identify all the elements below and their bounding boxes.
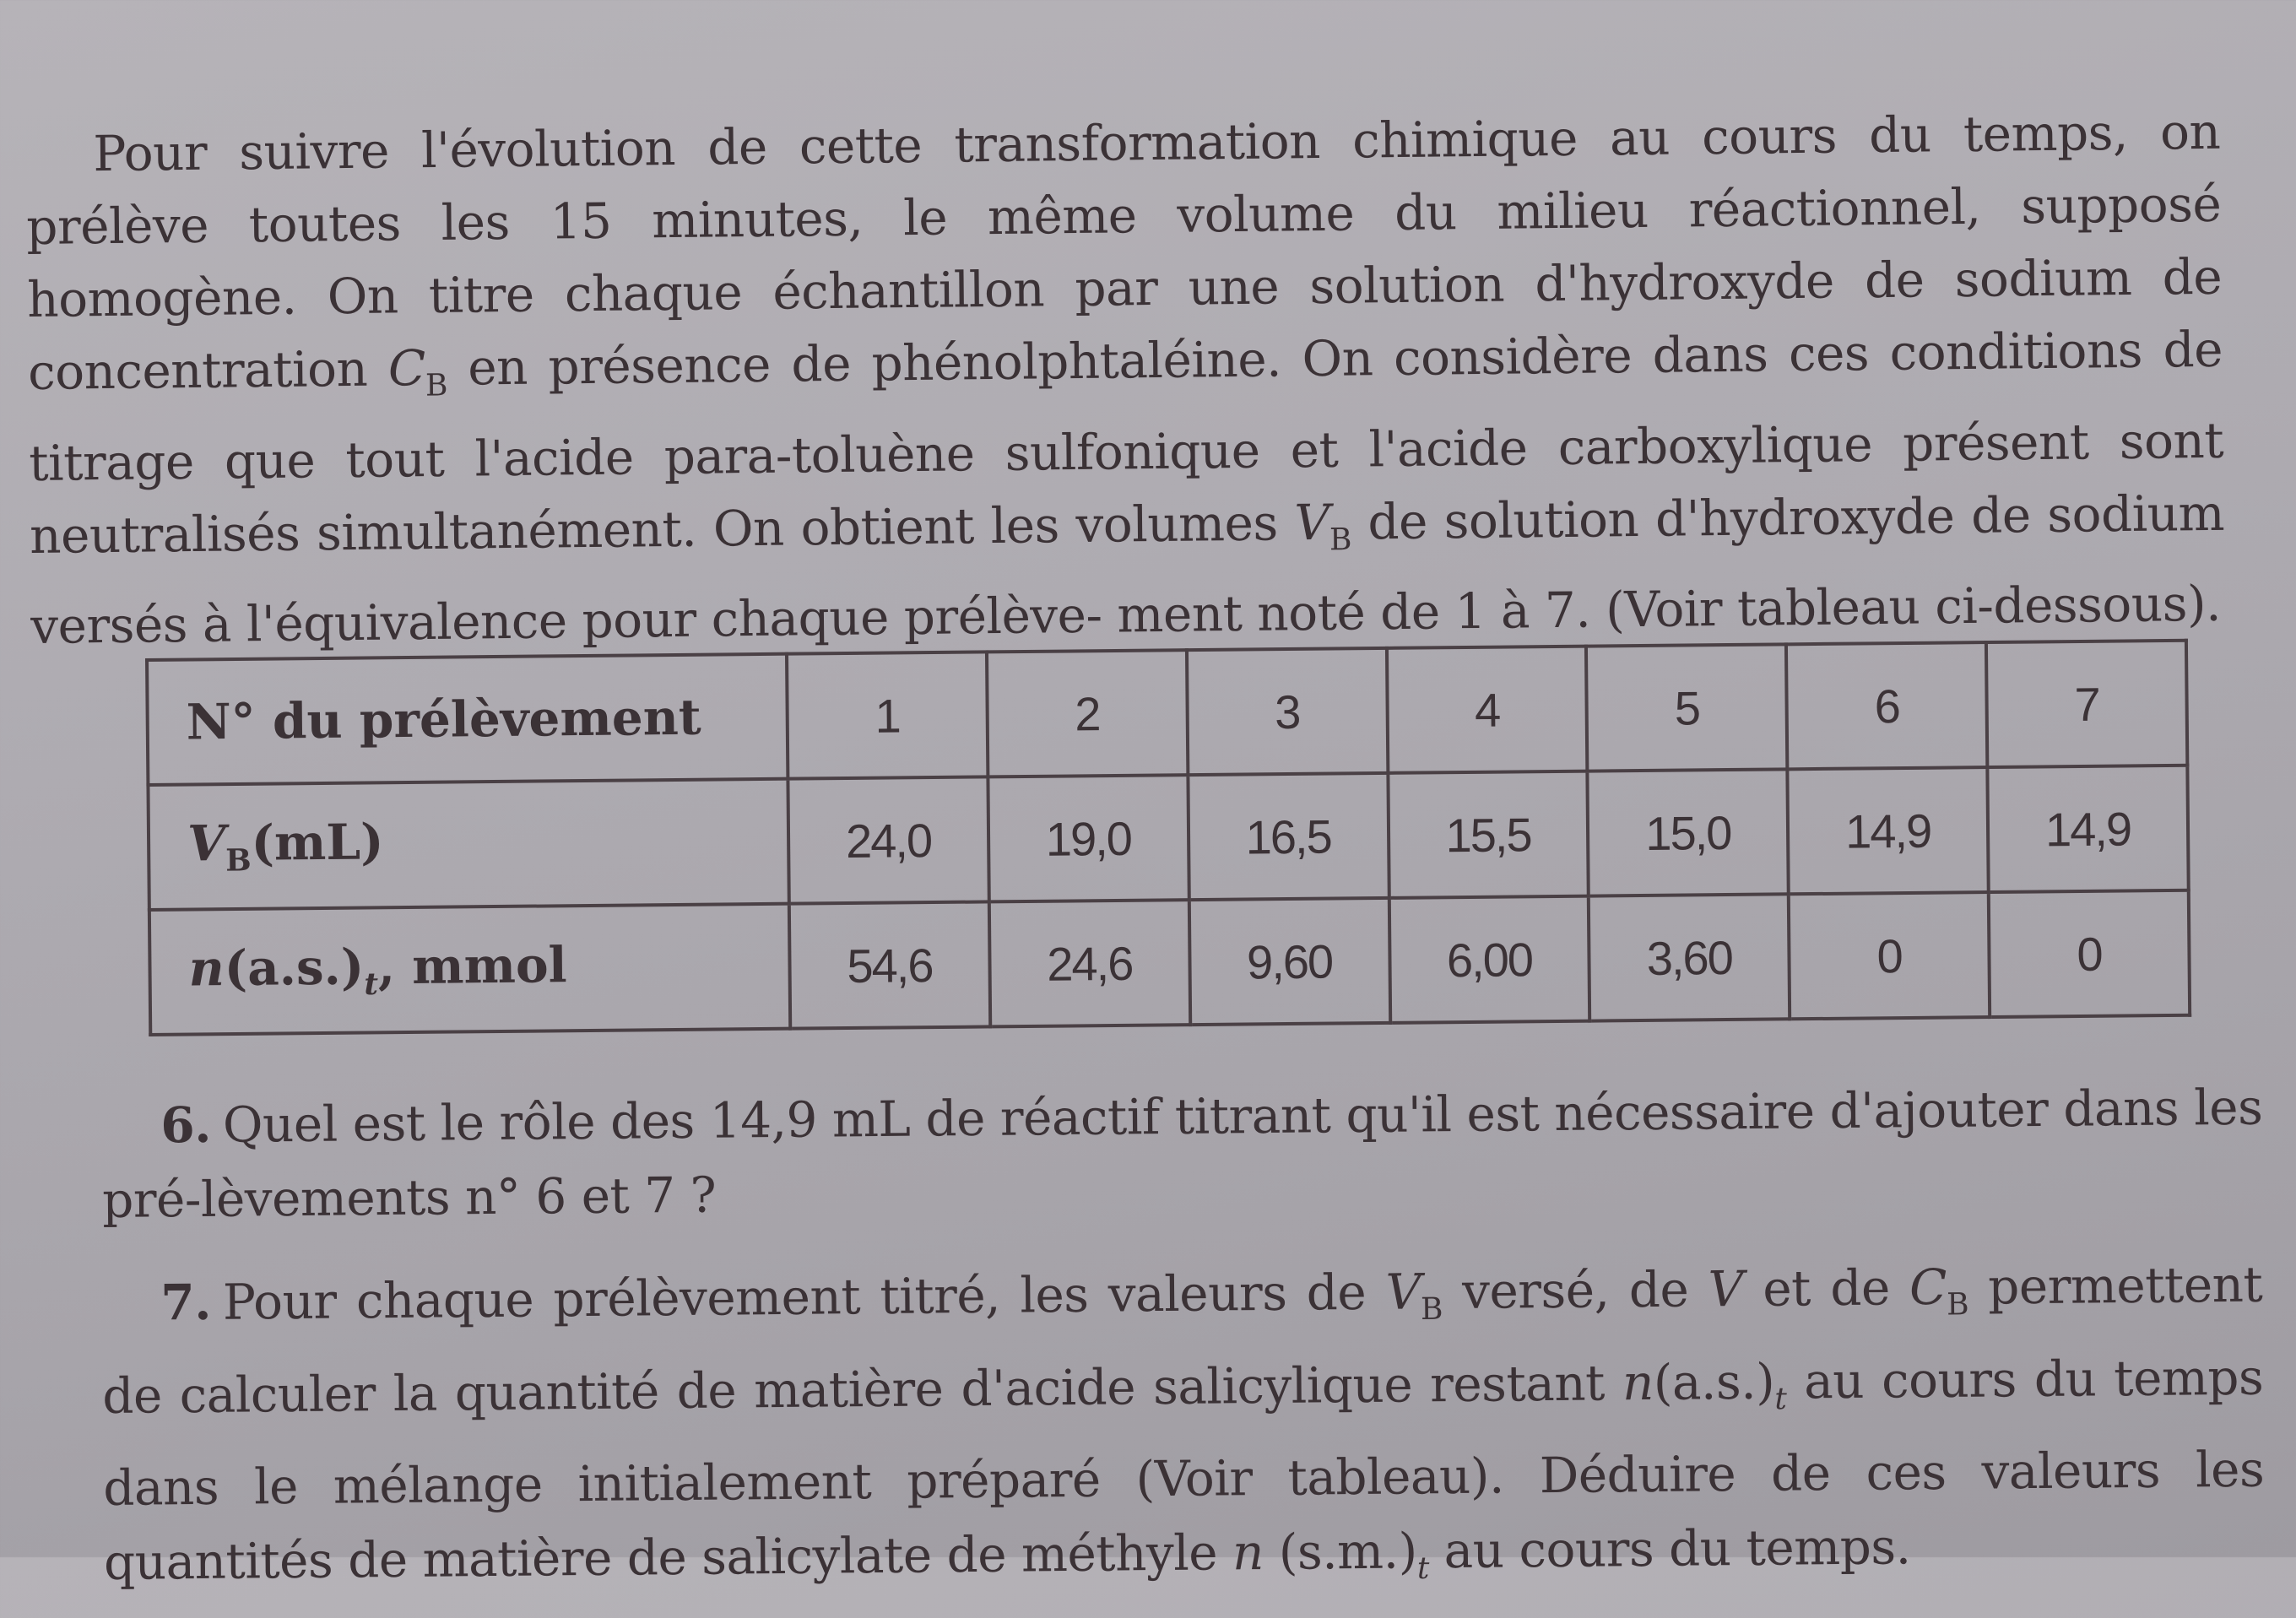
table-cell: 9,60 xyxy=(1189,898,1389,1025)
variable-n: n xyxy=(1232,1523,1264,1582)
intro-line: de phénolphtaléine. On considère dans ces conditions de titrage que tout l'acide para-toluène xyxy=(28,320,2223,492)
table-cell: 3,60 xyxy=(1589,894,1790,1020)
indent xyxy=(102,1142,161,1143)
question-7 xyxy=(101,1247,2266,1618)
table-cell: 24,0 xyxy=(788,777,988,903)
intro-line: toutes les 15 minutes, le même volume du milieu réactionnel, supposé homogène. On titre xyxy=(26,175,2222,328)
question-text: au cours du temps. xyxy=(1428,1518,1911,1580)
question-6 xyxy=(101,1070,2263,1237)
subscript: t xyxy=(1774,1381,1787,1416)
species-label: (a.s.) xyxy=(224,938,365,998)
question-number: 7. xyxy=(160,1273,212,1332)
table-cell: 6 xyxy=(1786,642,1987,769)
row-header-volume xyxy=(148,779,788,910)
table-cell: 24,6 xyxy=(989,900,1190,1026)
question-text: Pour chaque prélèvement titré, les valeurs de xyxy=(222,1263,1386,1331)
unit-label: (mL) xyxy=(251,813,384,873)
question-text: permettent de calculer la quantité de matière d'acide salicylique restant xyxy=(102,1255,2263,1425)
table-cell: 15,5 xyxy=(1388,771,1589,898)
subscript: B xyxy=(1329,522,1352,558)
table-cell: 14,9 xyxy=(1788,767,1989,894)
subscript: B xyxy=(1946,1287,1969,1323)
table-cell: 4 xyxy=(1386,647,1587,773)
intro-line: de solution d'hydroxyde de sodium versés à l'équivalence pour chaque prélève- xyxy=(30,484,2225,656)
table-cell: 5 xyxy=(1586,644,1787,771)
subscript: B xyxy=(1420,1291,1443,1327)
table-cell: 15,0 xyxy=(1588,769,1789,896)
indent xyxy=(102,1319,161,1320)
variable-v: V xyxy=(187,814,226,873)
titration-table xyxy=(145,639,2191,1036)
intro-line: Pour suivre l'évolution de cette transformation chimique au cours du temps, on prélève xyxy=(25,102,2221,256)
question-text: Quel est le rôle des 14,9 mL de réactif titrant qu'il est nécessaire d'ajouter dans les pré-lèvements n° 6 et 7 ? xyxy=(101,1078,2263,1229)
row-header-sample-number: N° du prélèvement xyxy=(147,654,788,785)
table-cell: 54,6 xyxy=(789,901,990,1028)
variable-n: n xyxy=(1622,1353,1654,1411)
question-number: 6. xyxy=(160,1096,212,1155)
subscript: B xyxy=(425,368,448,403)
intro-line: en présence xyxy=(447,335,772,397)
subscript: t xyxy=(364,966,379,1003)
variable-c: C xyxy=(1909,1258,1947,1317)
variable-c: C xyxy=(387,339,426,398)
table-row xyxy=(147,641,2187,785)
table-cell: 3 xyxy=(1187,648,1388,775)
intro-line: chaque échantillon par une solution d'hydroxyde de sodium de concentration xyxy=(27,247,2223,401)
table-cell: 7 xyxy=(1986,641,2187,767)
table-row xyxy=(149,890,2190,1035)
row-header-amount xyxy=(149,904,790,1035)
table-cell: 0 xyxy=(1989,890,2190,1017)
table-cell: 2 xyxy=(987,650,1188,777)
table-cell: 6,00 xyxy=(1389,896,1589,1023)
table-cell: 0 xyxy=(1789,892,1990,1019)
species-label: (a.s.) xyxy=(1653,1352,1775,1411)
subscript: t xyxy=(1416,1551,1429,1587)
table-cell: 16,5 xyxy=(1188,773,1389,900)
table-cell: 14,9 xyxy=(1987,766,2188,892)
table-row xyxy=(148,766,2188,910)
variable-n: n xyxy=(188,939,225,998)
table-cell: 1 xyxy=(787,652,988,778)
variable-v: V xyxy=(1294,493,1330,551)
intro-line: volumes xyxy=(1075,493,1295,554)
variable-v: V xyxy=(1708,1260,1744,1318)
intro-line: ment noté de 1 à 7. (Voir tableau ci-dessous). xyxy=(1117,574,2222,644)
unit-label: , mmol xyxy=(377,936,567,996)
question-text: versé, de xyxy=(1442,1260,1708,1321)
question-text: et de xyxy=(1742,1258,1910,1318)
subscript: B xyxy=(225,842,252,879)
table-cell: 19,0 xyxy=(988,775,1189,901)
intro-paragraph xyxy=(25,95,2226,663)
variable-v: V xyxy=(1385,1263,1421,1321)
species-label: (s.m.) xyxy=(1263,1522,1417,1582)
intro-line: sulfonique et l'acide carboxylique présent sont neutralisés simultanément. On obtient les xyxy=(29,411,2224,565)
question-text: au cours du temps dans le mélange initialement préparé (Voir tableau). Déduire de ces valeurs les quantités de matière de salicylate de méthyle xyxy=(102,1348,2265,1592)
